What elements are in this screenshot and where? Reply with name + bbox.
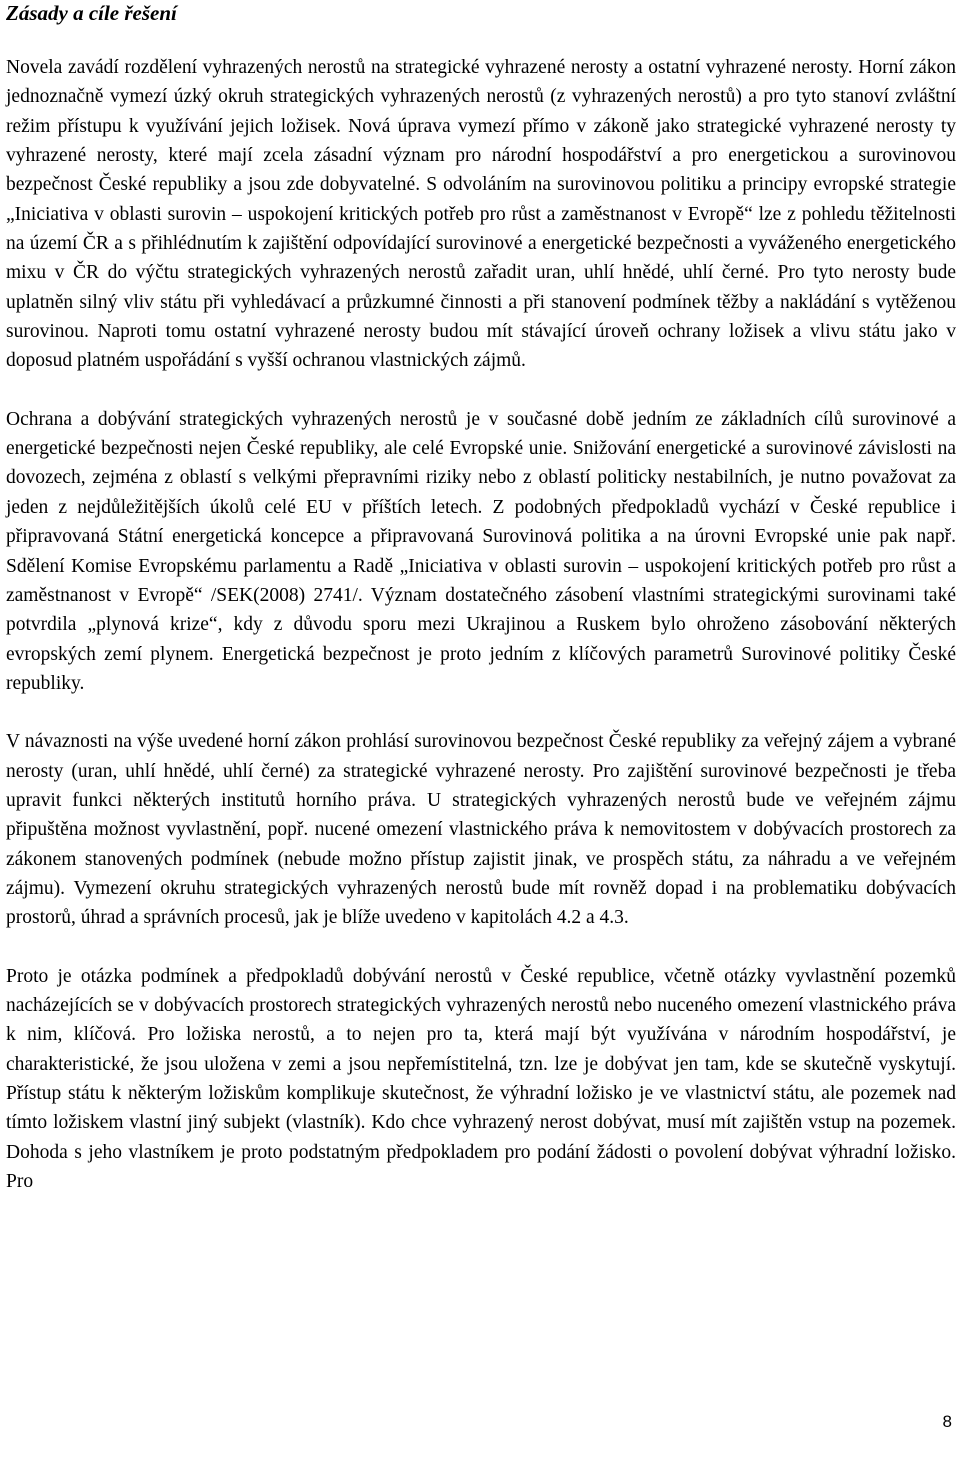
paragraph-public-interest: V návaznosti na výše uvedené horní zákon prohlásí surovinovou bezpečnost České republiky za veřejný zájem a vybrané nerosty (uran, uhlí hnědé, uhlí černé) za strategické vyhrazené nerosty. Pro zajištění surovinové bezpečnosti je třeba upravit funkci některých institutů horního práva. U strategických vyhrazených nerostů bude ve veřejném zájmu připuštěna možnost vyvlastnění, popř. nucené omezení vlastnického práva k nemovitostem v dobývacích prostorech za zákonem stanovených podmínek (nebude možno přístup zajistit jinak, ve prospěch státu, za náhradu a ve veřejném zájmu). Vymezení okruhu strategických vyhrazených nerostů bude mít rovněž dopad i na problematiku dobývacích prostorů, úhrad a správních procesů, jak je blíže uvedeno v kapitolách 4.2 a 4.3. <box>6 731 956 929</box>
paragraph-protection: Ochrana a dobývání strategických vyhrazených nerostů je v současné době jedním ze základních cílů surovinové a energetické bezpečnosti nejen České republiky, ale celé Evropské unie. Snižování energetické a surovinové závislosti na dovozech, zejména z oblastí s velkými přepravními riziky nebo z oblastí politicky nestabilních, je nutno považovat za jeden z nejdůležitějších úkolů celé EU v příštích letech. Z podobných předpokladů vychází v České republice i připravovaná Státní energetická koncepce a připravovaná Surovinová politika a na úrovni Evropské unie pak např. Sdělení Komise Evropskému parlamentu a Radě „Iniciativa v oblasti surovin – uspokojení kritických potřeb pro růst a zaměstnanost v Evropě“ /SEK(2008) 2741/. Význam dostatečného zásobení vlastními strategickými surovinami také potvrdila „plynová krize“, kdy z důvodu sporu mezi Ukrajinou a Ruskem bylo ohroženo zásobování některých evropských zemí plynem. Energetická bezpečnost je proto jedním z klíčových parametrů Surovinové politiky České republiky. <box>6 408 956 694</box>
page-number: 8 <box>942 1412 952 1431</box>
section-heading: Zásady a cíle řešení <box>6 1 177 25</box>
paragraph-mining-conditions: Proto je otázka podmínek a předpokladů dobývání nerostů v České republice, včetně otázky vyvlastnění pozemků nacházejících se v dobývacích prostorech strategických vyhrazených nerostů nebo nuceného omezení vlastnického práva k nim, klíčová. Pro ložiska nerostů, a to nejen pro ta, která mají být využívána v národním hospodářství, je charakteristické, že jsou uložena v zemi a jsou nepřemístitelná, tzn. lze je dobývat jen tam, kde se skutečně vyskytují. Přístup státu k některým ložiskům komplikuje skutečnost, že výhradní ložisko je ve vlastnictví státu, ale pozemek nad tímto ložiskem vlastní jiný subjekt (vlastník). Kdo chce vyhrazený nerost dobývat, musí mít zajištěn vstup na pozemek. Dohoda s jeho vlastníkem je proto podstatným předpokladem pro podání žádosti o povolení dobývat výhradní ložisko. Pro <box>6 965 956 1193</box>
document-page <box>6 0 956 1196</box>
paragraph-principles: Novela zavádí rozdělení vyhrazených nerostů na strategické vyhrazené nerosty a ostatní vyhrazené nerosty. Horní zákon jednoznačně vymezí úzký okruh strategických vyhrazených nerostů (z vyhrazených nerostů) a pro tyto stanoví zvláštní režim přístupu k využívání jejich ložisek. Nová úprava vymezí přímo v zákoně jako strategické vyhrazené nerosty ty vyhrazené nerosty, které mají zcela zásadní význam pro národní hospodářství a pro energetickou a surovinovou bezpečnost České republiky a jsou zde dobyvatelné. S odvoláním na surovinovou politiku a principy evropské strategie „Iniciativa v oblasti surovin – uspokojení kritických potřeb pro růst a zaměstnanost v Evropě“ lze z pohledu těžitelnosti na území ČR a s přihlédnutím k zajištění odpovídající surovinové a energetické bezpečnosti a vyváženého energetického mixu v ČR do výčtu strategických vyhrazených nerostů zařadit uran, uhlí hnědé, uhlí černé. Pro tyto nerosty bude uplatněn silný vliv státu při vyhledávací a průzkumné činnosti a při stanovení podmínek těžby a nakládání s vytěženou surovinou. Naproti tomu ostatní vyhrazené nerosty budou mít stávající úroveň ochrany ložisek a vlivu státu jako v doposud platném uspořádání s vyšší ochranou vlastnických zájmů. <box>6 57 956 372</box>
